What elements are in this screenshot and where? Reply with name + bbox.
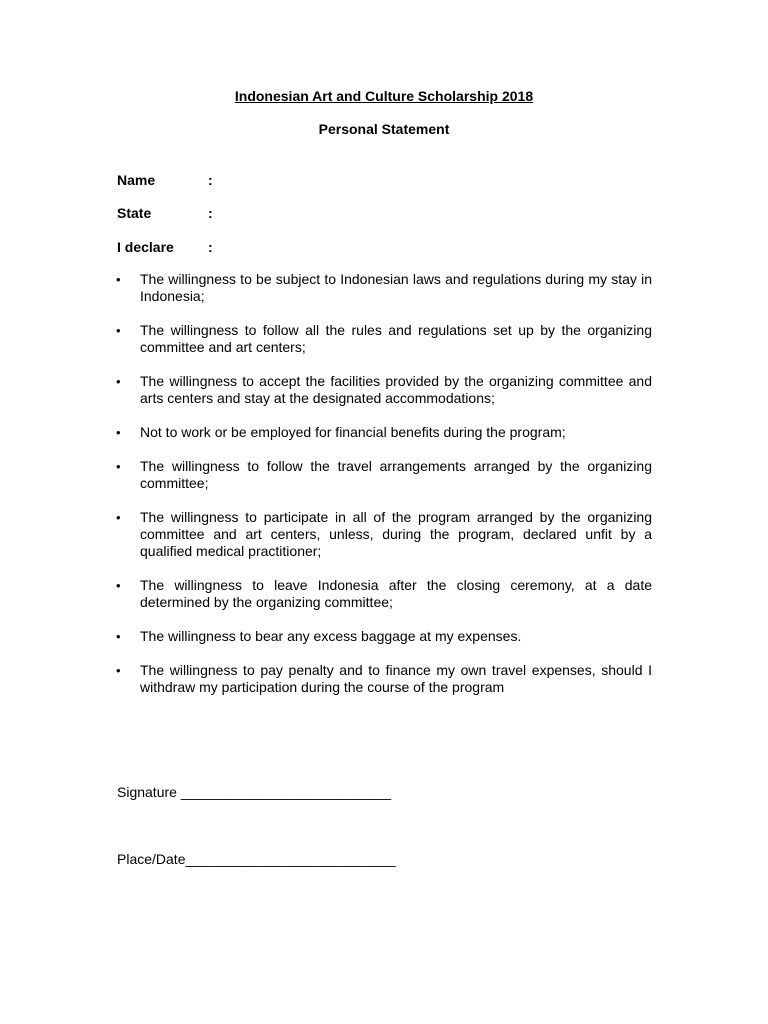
- list-item: [112, 424, 652, 441]
- list-item: [112, 662, 652, 696]
- name-label: Name: [117, 172, 156, 188]
- list-item: [112, 373, 652, 407]
- declaration-text: The willingness to pay penalty and to finance my own travel expenses, should I withdraw my participation during the course of the program: [140, 662, 652, 695]
- state-separator: :: [208, 205, 213, 221]
- bullet-icon: •: [116, 374, 121, 389]
- document-subtitle: Personal Statement: [318, 121, 450, 137]
- declaration-list: [112, 271, 652, 713]
- bullet-icon: •: [116, 459, 121, 474]
- declare-label: I declare: [117, 239, 174, 255]
- document-title: Indonesian Art and Culture Scholarship 2018: [234, 88, 534, 104]
- bullet-icon: •: [116, 272, 121, 287]
- bullet-icon: •: [116, 323, 121, 338]
- list-item: [112, 271, 652, 305]
- bullet-icon: •: [116, 578, 121, 593]
- bullet-icon: •: [116, 510, 121, 525]
- declaration-text: The willingness to follow all the rules and regulations set up by the organizing committee and art centers;: [140, 322, 652, 355]
- list-item: [112, 322, 652, 356]
- state-label: State: [117, 205, 152, 221]
- name-separator: :: [208, 172, 213, 188]
- list-item: [112, 577, 652, 611]
- bullet-icon: •: [116, 425, 121, 440]
- declaration-text: The willingness to be subject to Indonesian laws and regulations during my stay in Indonesia;: [140, 271, 652, 304]
- list-item: [112, 628, 652, 645]
- declaration-text: The willingness to follow the travel arrangements arranged by the organizing committee;: [140, 458, 652, 491]
- bullet-icon: •: [116, 663, 121, 678]
- declaration-text: The willingness to participate in all of the program arranged by the organizing committee and art centers, unless, during the program, declared unfit by a qualified medical practitioner;: [140, 509, 652, 559]
- list-item: [112, 458, 652, 492]
- list-item: [112, 509, 652, 560]
- declaration-text: Not to work or be employed for financial benefits during the program;: [140, 424, 566, 440]
- declare-separator: :: [208, 239, 213, 255]
- declaration-text: The willingness to leave Indonesia after the closing ceremony, at a date determined by the organizing committee;: [140, 577, 652, 610]
- bullet-icon: •: [116, 629, 121, 644]
- signature-line: Signature ___________________________: [117, 784, 392, 800]
- declaration-text: The willingness to accept the facilities provided by the organizing committee and arts centers and stay at the designated accommodations;: [140, 373, 652, 406]
- declaration-text: The willingness to bear any excess baggage at my expenses.: [140, 628, 522, 644]
- place-date-line: Place/Date___________________________: [117, 851, 396, 867]
